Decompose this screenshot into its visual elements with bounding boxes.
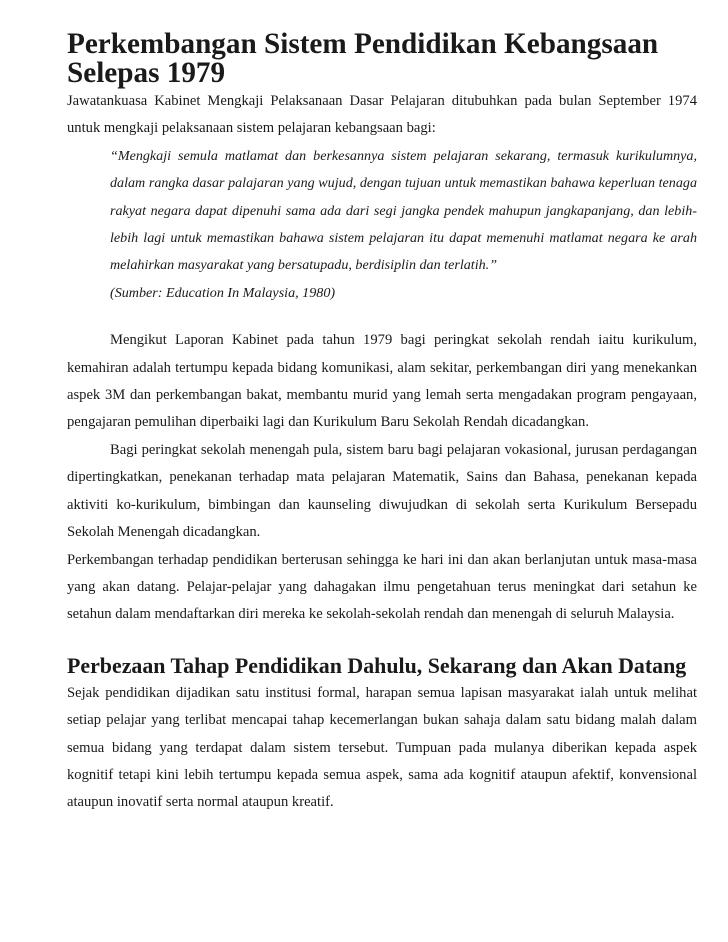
paragraph-education-levels: Sejak pendidikan dijadikan satu institusi formal, harapan semua lapisan masyarakat ialah untuk melihat setiap pelajar yang terlibat mencapai tahap kecemerlangan bukan sahaja dalam satu bidang malah dalam semua bidang yang terdapat dalam sistem tersebut. Tumpuan pada mulanya diberikan kepada aspek kognitif tetapi kini lebih tertumpu kepada semua aspek, sama ada kognitif ataupun afektif, konvensional ataupun inovatif serta normal ataupun kreatif. [67,684,697,811]
section-heading-1: Perkembangan Sistem Pendidikan Kebangsaan Selepas 1979 [67,28,659,89]
paragraph-continuing-development: Perkembangan terhadap pendidikan berterusan sehingga ke hari ini dan akan berlanjutan untuk masa-masa yang akan datang. Pelajar-pelajar yang dahagakan ilmu pengetahuan terus meningkat dari setahun ke setahun dalam mendaftarkan diri mereka ke sekolah-sekolah rendah dan menengah di seluruh Malaysia. [67,551,697,623]
section-heading-2: Perbezaan Tahap Pendidikan Dahulu, Sekarang dan Akan Datang [67,652,687,678]
paragraph-secondary-school: Bagi peringkat sekolah menengah pula, sistem baru bagi pelajaran vokasional, jurusan perdagangan dipertingkatkan, penekanan terhadap mata pelajaran Matematik, Sains dan Bahasa, penekanan kepada aktiviti ko-kurikulum, bimbingan dan kaunseling diwujudkan di sekolah serta Kurikulum Bersepadu Sekolah Menengah dicadangkan. [67,441,697,541]
intro-paragraph: Jawatankuasa Kabinet Mengkaji Pelaksanaan Dasar Pelajaran ditubuhkan pada bulan September 1974 untuk mengkaji pelaksanaan sistem pelajaran kebangsaan bagi: [67,93,697,137]
document-page [67,30,697,817]
quote-source: (Sumber: Education In Malaysia, 1980) [110,284,336,301]
spacer [67,629,697,651]
paragraph-primary-school: Mengikut Laporan Kabinet pada tahun 1979 bagi peringkat sekolah rendah iaitu kurikulum, kemahiran adalah tertumpu kepada bidang komunikasi, alam sekitar, perkembangan diri yang menekankan aspek 3M dan perkembangan bakat, membantu murid yang lemah serta mengadakan program pengayaan, pengajaran pemulihan diperbaiki lagi dan Kurikulum Baru Sekolah Rendah dicadangkan. [67,332,697,431]
block-quote: “Mengkaji semula matlamat dan berkesannya sistem pelajaran sekarang, termasuk kurikulumnya, dalam rangka dasar palajaran yang wujud, dengan tujuan untuk memastikan bahawa keperluan tenaga rakyat negara dapat dipenuhi sama ada dari segi jangka pendek mahupun jangkapanjang, dan lebih-lebih lagi untuk memastikan bahawa sistem pelajaran itu dapat memenuhi matlamat negara ke arah melahirkan masyarakat yang bersatupadu, berdisiplin dan terlatih.” [110,147,697,274]
spacer [67,307,697,327]
